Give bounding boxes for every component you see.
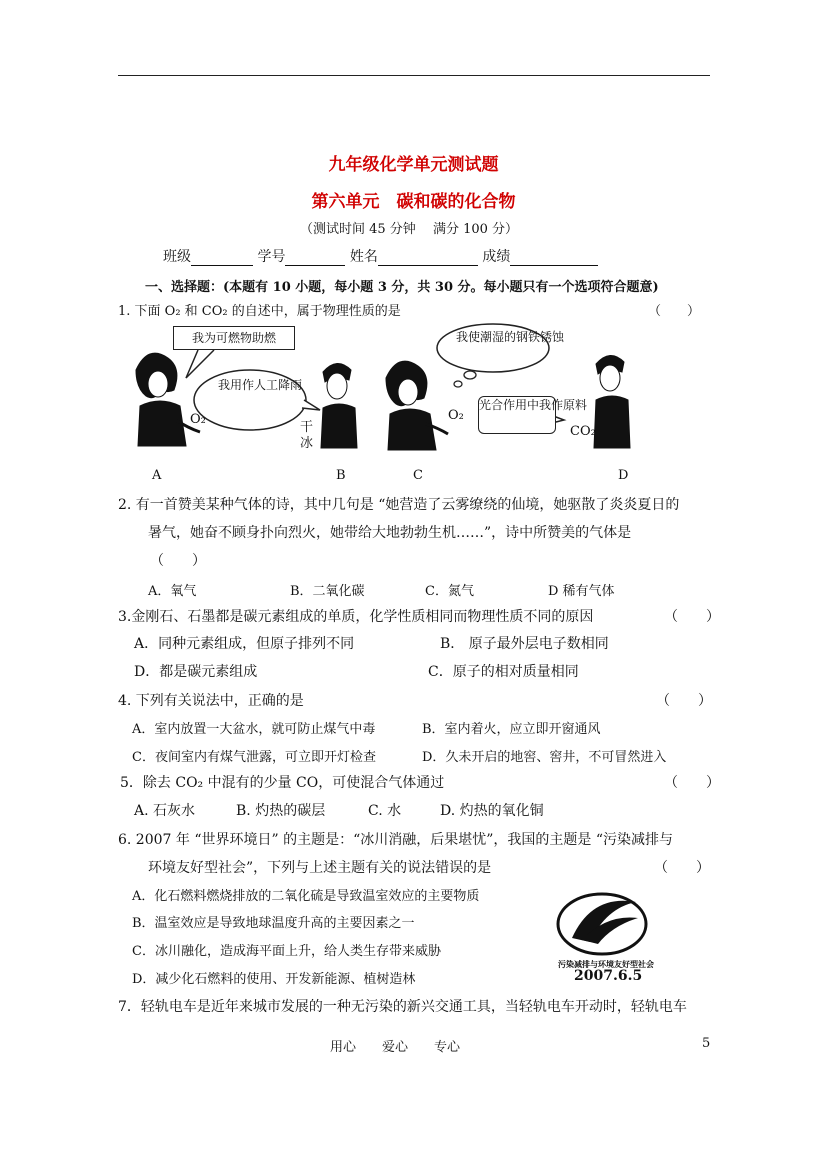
q2-option-b[interactable]: B．二氧化碳 [290,584,365,599]
letter-c: C [413,468,423,483]
name-label: 姓名 [349,249,378,265]
q5-option-a[interactable]: A. 石灰水 [134,803,196,819]
label-dry-ice: 干冰 [300,420,314,451]
page-title: 九年级化学单元测试题 [328,155,499,175]
figure-c [386,361,448,450]
q5-option-b[interactable]: B. 灼热的碳层 [236,803,326,819]
q5-option-d[interactable]: D. 灼热的氧化铜 [440,803,544,819]
answer-paren-3[interactable]: （ ） [664,609,720,625]
q1-illustration [118,320,650,483]
q3-option-a[interactable]: A．同种元素组成，但原子排列不同 [134,636,355,652]
bubble-b: 我用作人工降雨 [218,378,303,392]
letter-d: D [618,468,629,483]
name-blank[interactable] [378,251,478,266]
bubble-a: 我为可燃物助燃 [173,326,295,350]
label-o2-a: O₂ [190,412,206,427]
header-rule [118,75,710,76]
class-blank[interactable] [191,251,253,266]
q3-option-d[interactable]: D．都是碳元素组成 [134,664,258,680]
question-5: 5．除去 CO₂ 中混有的少量 CO，可使混合气体通过 [120,775,445,791]
q2-option-d[interactable]: D 稀有气体 [548,584,615,599]
q4-option-a[interactable]: A．室内放置一大盆水，就可防止煤气中毒 [132,722,376,737]
score-label: 成绩 [482,249,511,265]
page-subtitle: 第六单元 碳和碳的化合物 [311,192,516,212]
page-number: 5 [702,1036,711,1051]
section-heading: 一、选择题：(本题有 10 小题，每小题 3 分，共 30 分。每小题只有一个选项符合题意) [145,280,659,295]
q3-option-c[interactable]: C．原子的相对质量相同 [428,664,579,680]
question-7: 7．轻轨电车是近年来城市发展的一种无污染的新兴交通工具，当轻轨电车开动时，轻轨电车 [118,999,687,1015]
label-co2-d: CO₂ [570,424,596,439]
bubble-d: 光合作用中我作原料 [478,396,556,434]
answer-paren-5[interactable]: （ ） [664,775,720,791]
question-6: 6. 2007 年 “世界环境日” 的主题是：“冰川消融，后果堪忧”，我国的主题是 “污染减排与 [118,832,674,848]
logo-date: 2007.6.5 [574,968,643,984]
answer-paren-6[interactable]: （ ） [654,860,710,876]
question-3: 3.金刚石、石墨都是碳元素组成的单质，化学性质相同而物理性质不同的原因 [118,609,594,625]
q4-option-c[interactable]: C．夜间室内有煤气泄露，可立即开灯检查 [132,750,376,765]
score-blank[interactable] [510,251,598,266]
number-label: 学号 [257,249,286,265]
q3-option-b[interactable]: B． 原子最外层电子数相同 [440,636,609,652]
answer-paren-2[interactable]: （ ） [150,553,206,569]
exam-info: （测试时间 45 分钟 满分 100 分） [300,222,519,237]
q6-option-b[interactable]: B．温室效应是导致地球温度升高的主要因素之一 [132,916,415,931]
q6-option-d[interactable]: D．减少化石燃料的使用、开发新能源、植树造林 [132,972,416,987]
q6-option-c[interactable]: C．冰川融化，造成海平面上升，给人类生存带来威胁 [132,944,441,959]
q5-option-c[interactable]: C. 水 [368,803,402,819]
bubble-c: 我使潮湿的钢铁锈蚀 [456,330,565,344]
number-blank[interactable] [285,251,345,266]
q2-option-c[interactable]: C．氮气 [425,584,474,599]
q6-option-a[interactable]: A．化石燃料燃烧排放的二氧化硫是导致温室效应的主要物质 [132,889,480,904]
environment-day-logo [552,888,652,988]
question-2-cont: 暑气，她奋不顾身扑向烈火，她带给大地勃勃生机……”，诗中所赞美的气体是 [148,525,632,541]
q4-option-b[interactable]: B．室内着火，应立即开窗通风 [422,722,601,737]
figure-b [321,363,357,448]
question-4: 4. 下列有关说法中，正确的是 [118,693,304,709]
answer-paren-4[interactable]: （ ） [656,693,712,709]
student-fields [163,246,598,266]
q4-option-d[interactable]: D．久未开启的地窖、窖井，不可冒然进入 [422,750,667,765]
footer-motto: 用心 爱心 专心 [330,1040,461,1055]
question-6-cont: 环境友好型社会”，下列与上述主题有关的说法错误的是 [148,860,492,876]
answer-paren-1[interactable]: （ ） [648,304,701,319]
label-o2-c: O₂ [448,408,464,423]
letter-a: A [152,468,162,483]
class-label: 班级 [163,249,191,265]
q2-option-a[interactable]: A．氧气 [148,584,197,599]
question-2: 2. 有一首赞美某种气体的诗，其中几句是 “她营造了云雾缭绕的仙境，她驱散了炎炎夏日的 [118,497,680,513]
logo-text: 污染减排与环境友好型社会 [558,959,654,969]
figure-d [594,355,630,448]
question-1: 1. 下面 O₂ 和 CO₂ 的自述中，属于物理性质的是 [118,304,401,319]
letter-b: B [336,468,346,483]
logo-graphic [552,888,652,958]
